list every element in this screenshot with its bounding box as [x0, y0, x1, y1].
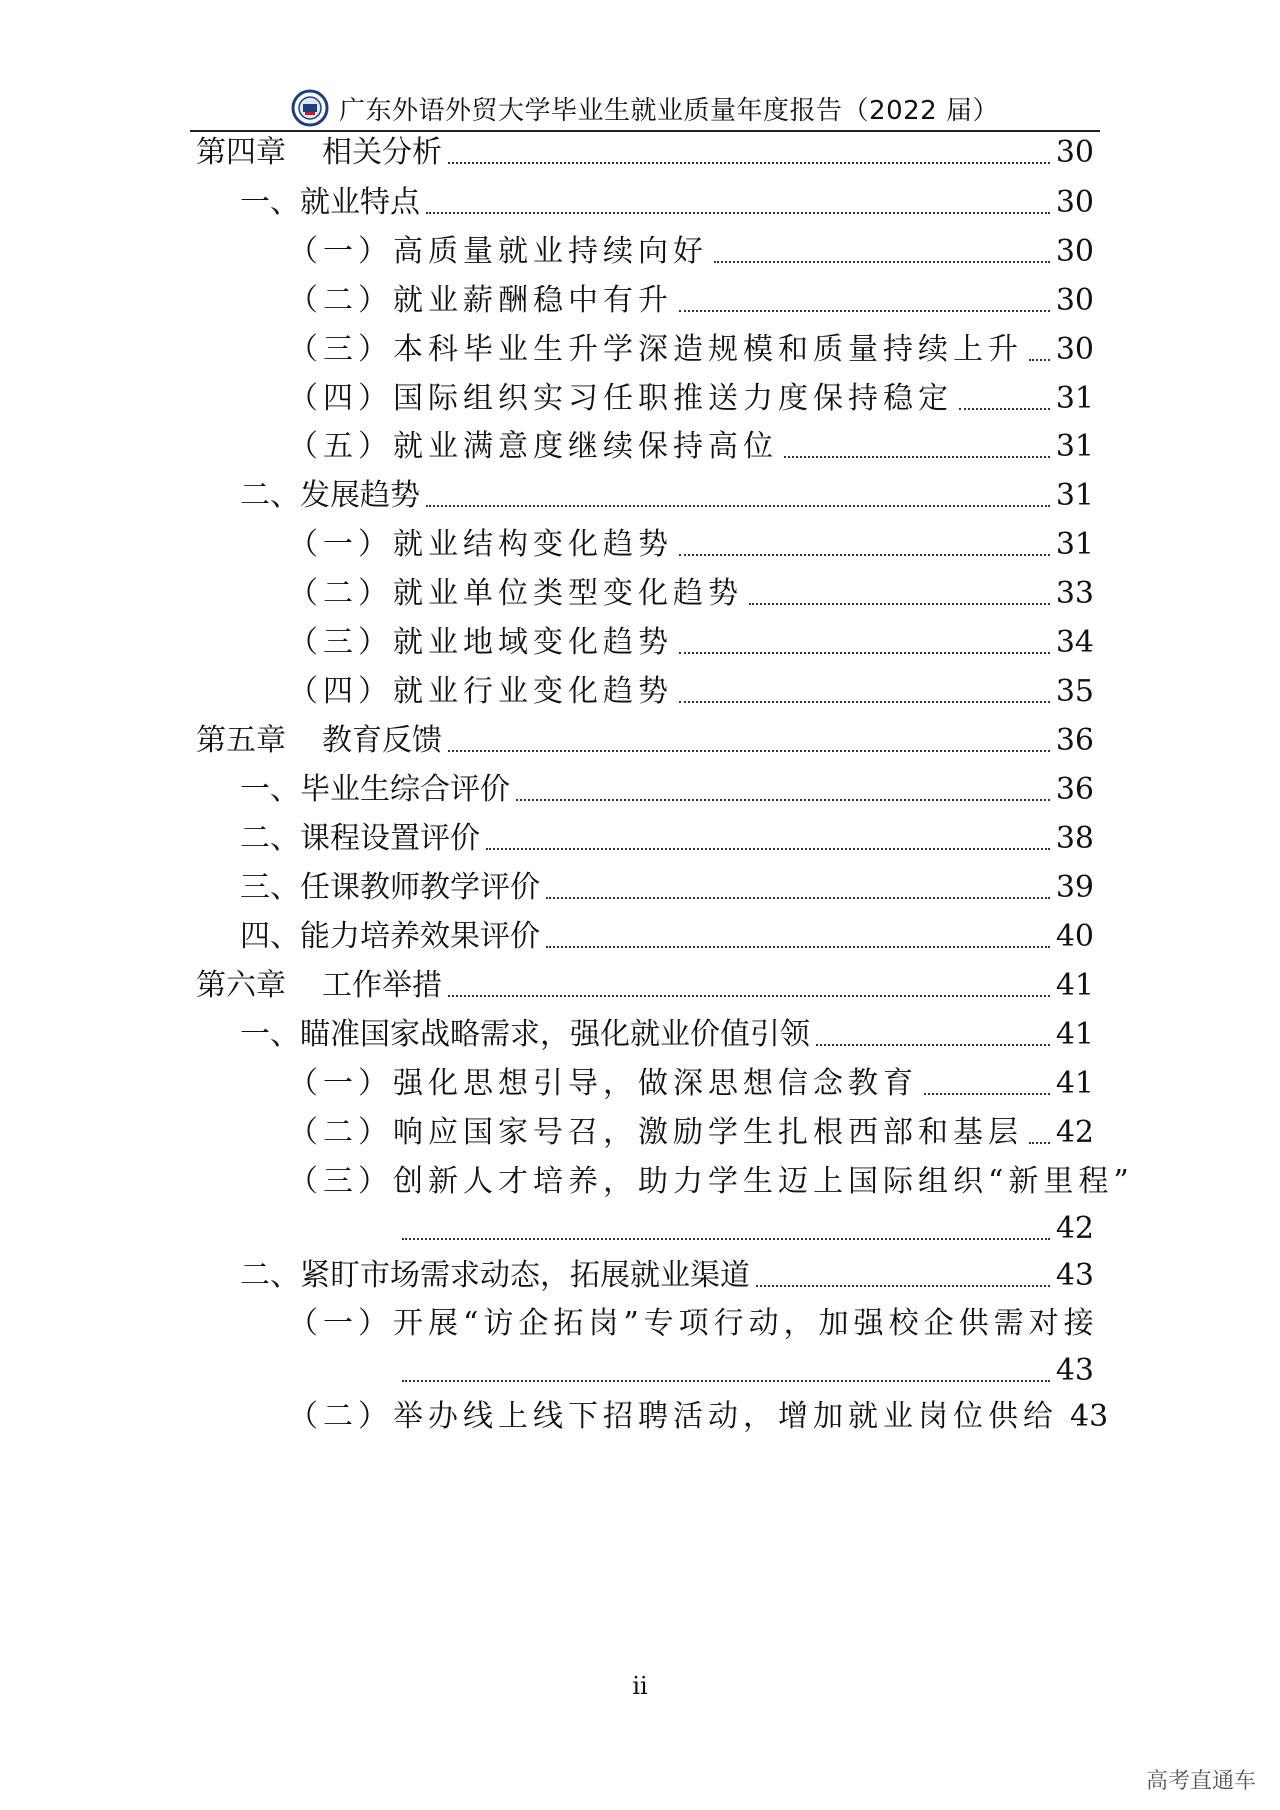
toc-page-number: 30 [1055, 283, 1094, 318]
toc-entry-title: （二）举办线上线下招聘活动，增加就业岗位供给 [288, 1399, 1058, 1434]
dot-leader [924, 1093, 1050, 1095]
dot-leader [1029, 359, 1050, 361]
dot-leader [756, 1285, 1050, 1287]
toc-entry-subsection[interactable] [288, 327, 1094, 373]
dot-leader [546, 946, 1050, 948]
toc-entry-title-wrapped: （三）创新人才培养，助力学生迈上国际组织“新里程” [288, 1164, 1134, 1199]
toc-entry-title: （三）就业地域变化趋势 [288, 625, 673, 660]
chapter-label: 第四章 [196, 135, 286, 170]
dot-leader [784, 456, 1050, 458]
toc-entry-subsection[interactable] [288, 669, 1094, 715]
toc-page-number: 34 [1055, 625, 1094, 660]
toc-page-number: 31 [1055, 527, 1094, 562]
toc-page-number: 42 [1055, 1115, 1094, 1150]
dot-leader [486, 848, 1050, 850]
toc-entry-title: （四）国际组织实习任职推送力度保持稳定 [288, 381, 953, 416]
toc-entry-title: （二）就业薪酬稳中有升 [288, 283, 673, 318]
dot-leader [448, 995, 1050, 997]
toc-entry-title: （一）高质量就业持续向好 [288, 234, 708, 269]
university-logo-icon [291, 89, 329, 127]
toc-page-number: 41 [1055, 968, 1094, 1003]
toc-entry-subsection[interactable] [288, 278, 1094, 324]
dot-leader [679, 701, 1050, 703]
toc-page-number: 41 [1055, 1066, 1094, 1101]
toc-entry-section[interactable] [240, 180, 1094, 226]
toc-entry-title: （一）强化思想引导，做深思想信念教育 [288, 1066, 918, 1101]
toc-entry-title: （二）就业单位类型变化趋势 [288, 576, 743, 611]
dot-leader [402, 1238, 1050, 1240]
toc-entry-title: 二、紧盯市场需求动态，拓展就业渠道 [240, 1258, 750, 1293]
dot-leader [679, 554, 1050, 556]
toc-page-number: 43 [1070, 1399, 1109, 1434]
toc-page-number: 30 [1055, 135, 1094, 170]
toc-entry-subsection[interactable] [288, 229, 1094, 275]
toc-page-number: 31 [1055, 478, 1094, 513]
toc-entry-title: 一、毕业生综合评价 [240, 772, 510, 807]
dot-leader [679, 652, 1050, 654]
toc-entry-subsection[interactable] [288, 620, 1094, 666]
toc-entry-chapter-5[interactable] [196, 718, 1094, 764]
watermark-text: 高考直通车 [1145, 1769, 1256, 1794]
toc-page-number: 36 [1055, 772, 1094, 807]
toc-entry-section[interactable] [240, 816, 1094, 862]
toc-page-number: 31 [1055, 429, 1094, 464]
toc-entry-section[interactable] [240, 1253, 1094, 1299]
toc-entry-title: （三）本科毕业生升学深造规模和质量持续上升 [288, 332, 1023, 367]
toc-page-number: 30 [1055, 332, 1094, 367]
dot-leader [959, 408, 1050, 410]
toc-entry-title: 二、课程设置评价 [240, 821, 480, 856]
toc-entry-title: 四、能力培养效果评价 [240, 919, 540, 954]
dot-leader [816, 1044, 1050, 1046]
toc-entry-section[interactable] [240, 473, 1094, 519]
chapter-title: 相关分析 [322, 135, 442, 170]
dot-leader [679, 310, 1050, 312]
toc-entry-title: （一）就业结构变化趋势 [288, 527, 673, 562]
toc-page-number: 42 [1055, 1211, 1094, 1246]
dot-leader [714, 261, 1050, 263]
toc-page-number: 43 [1055, 1353, 1094, 1388]
chapter-title: 教育反馈 [322, 723, 442, 758]
toc-entry-subsection[interactable] [288, 1394, 1109, 1440]
toc-page-number: 38 [1055, 821, 1094, 856]
toc-page-number: 31 [1055, 381, 1094, 416]
toc-entry-title: （五）就业满意度继续保持高位 [288, 429, 778, 464]
toc-entry-chapter-4[interactable] [196, 130, 1094, 176]
toc-entry-title: 一、瞄准国家战略需求，强化就业价值引领 [240, 1017, 810, 1052]
chapter-label: 第五章 [196, 723, 286, 758]
dot-leader [426, 212, 1050, 214]
page-number: ii [632, 1672, 648, 1700]
toc-page-number: 33 [1055, 576, 1094, 611]
toc-page-number: 30 [1055, 234, 1094, 269]
toc-page-number: 43 [1055, 1258, 1094, 1293]
dot-leader [448, 750, 1050, 752]
toc-entry-subsection[interactable] [288, 424, 1094, 470]
chapter-title: 工作举措 [322, 968, 442, 1003]
dot-leader [448, 162, 1050, 164]
toc-entry-subsection[interactable] [396, 1348, 1094, 1394]
toc-entry-subsection[interactable] [396, 1206, 1094, 1252]
dot-leader [749, 603, 1050, 605]
dot-leader [516, 799, 1050, 801]
toc-entry-section[interactable] [240, 865, 1094, 911]
toc-page-number: 36 [1055, 723, 1094, 758]
toc-entry-section[interactable] [240, 767, 1094, 813]
toc-entry-subsection[interactable] [288, 571, 1094, 617]
toc-entry-subsection[interactable] [288, 522, 1094, 568]
report-title: 广东外语外贸大学毕业生就业质量年度报告（2022 届） [339, 95, 999, 126]
toc-entry-section[interactable] [240, 1012, 1094, 1058]
toc-entry-title: （四）就业行业变化趋势 [288, 674, 673, 709]
page-header [190, 88, 1100, 128]
toc-entry-title: 一、就业特点 [240, 185, 420, 220]
toc-entry-subsection[interactable] [288, 376, 1094, 422]
toc-entry-title: （二）响应国家号召，激励学生扎根西部和基层 [288, 1115, 1023, 1150]
toc-page-number: 35 [1055, 674, 1094, 709]
toc-entry-subsection[interactable] [288, 1061, 1094, 1107]
toc-entry-title: 二、发展趋势 [240, 478, 420, 513]
toc-entry-title-wrapped: （一）开展“访企拓岗”专项行动，加强校企供需对接 [288, 1306, 1099, 1341]
toc-entry-chapter-6[interactable] [196, 963, 1094, 1009]
toc-page-number: 41 [1055, 1017, 1094, 1052]
toc-entry-title: 三、任课教师教学评价 [240, 870, 540, 905]
toc-entry-subsection[interactable] [288, 1110, 1094, 1156]
dot-leader [1029, 1142, 1050, 1144]
toc-page-number: 40 [1055, 919, 1094, 954]
dot-leader [426, 505, 1050, 507]
toc-page-number: 30 [1055, 185, 1094, 220]
dot-leader [546, 897, 1050, 899]
dot-leader [402, 1380, 1050, 1382]
toc-page-number: 39 [1055, 870, 1094, 905]
chapter-label: 第六章 [196, 968, 286, 1003]
toc-entry-section[interactable] [240, 914, 1094, 960]
